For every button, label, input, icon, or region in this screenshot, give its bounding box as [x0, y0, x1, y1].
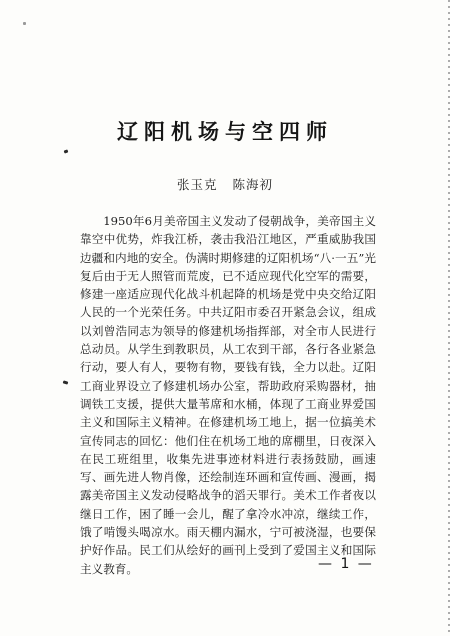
- scan-speck: [23, 22, 26, 25]
- page-number: — 1 —: [318, 556, 374, 572]
- author-name: 陈海初: [232, 177, 273, 192]
- scan-speck: [63, 380, 69, 384]
- article-title: 辽阳机场与空四师: [117, 119, 333, 144]
- scan-speck: [64, 149, 69, 153]
- article-body-paragraph: 1950年6月美帝国主义发动了侵朝战争，美帝国主义靠空中优势，炸我江桥，袭击我沿江地区，严重威胁我国边疆和内地的安全。伪满时期修建的辽阳机场“八·一五”光复后由于无人照管而荒废，已不适应现代化空军的需要，修建一座适应现代化战斗机起降的机场是党中央交给辽阳人民的一个光荣任务。中共辽阳市委召开紧急会议，组成以刘曾浩同志为领导的修建机场指挥部，对全市人民进行总动员。从学生到教职员，从工农到干部，各行各业紧急行动，要人有人，要物有物，要钱有钱，全力以赴。辽阳工商业界设立了修建机场办公室，帮助政府采购器材，抽调铁工支援，提供大量苇席和水桶，体现了工商业界爱国主义和国际主义精神。在修建机场工地上，据一位搞美术宣传同志的回忆：他们住在机场工地的席棚里，日夜深入在民工班组里，收集先进事迹材料进行表扬鼓励，画速写、画先进人物肖像，还绘制连环画和宣传画、漫画，揭露美帝国主义发动侵略战争的滔天罪行。美术工作者夜以继日工作，困了睡一会儿，醒了拿冷水冲凉，继续工作，饿了啃馒头喝凉水。雨天棚内漏水，宁可被浇湿，也要保护好作品。民工们从绘好的画刊上受到了爱国主义和国际主义教育。: [80, 214, 376, 576]
- author-name: 张玉克: [176, 177, 218, 192]
- article-authors: [0, 175, 450, 193]
